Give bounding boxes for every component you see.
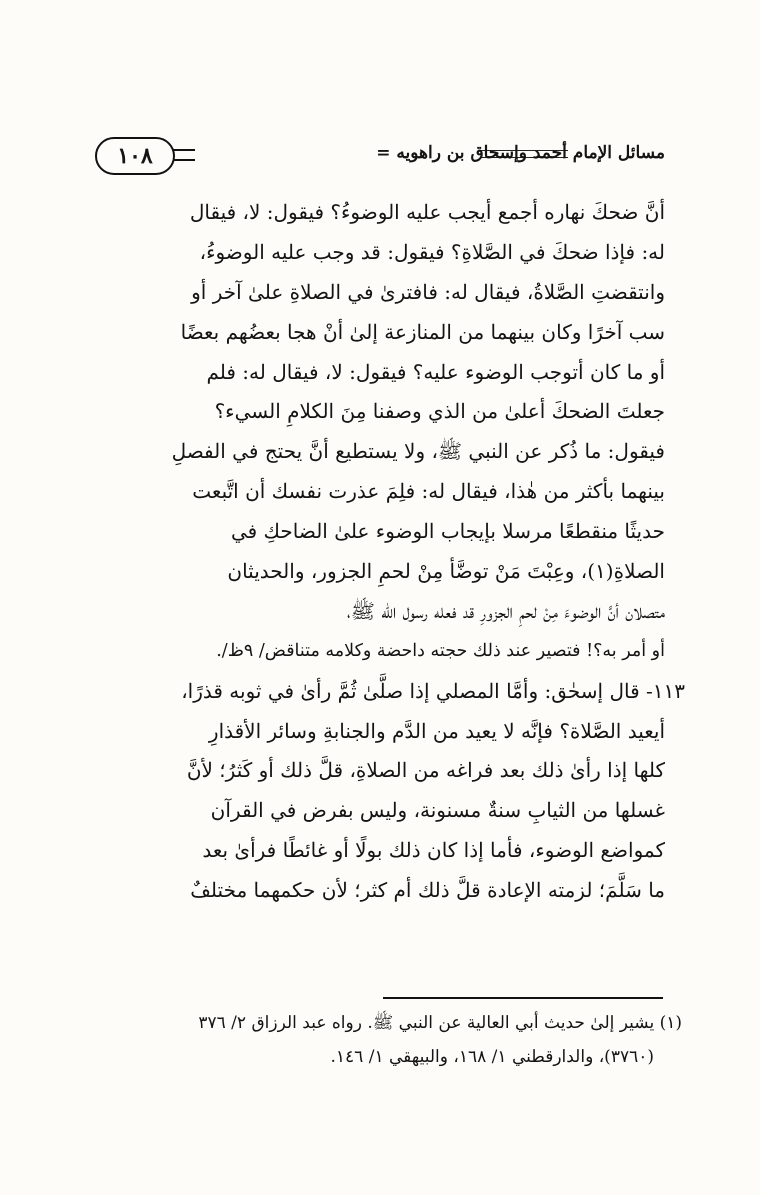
text-line: وانتقضتِ الصَّلاةُ، فيقال له: فافترىٰ في الصلاةِ علىٰ آخر أو <box>191 279 665 304</box>
text-line: ما سَلَّمَ؛ لزمته الإعادة قلَّ ذلك أم كثر؛ لأن حكمهما مختلفٌ <box>190 878 665 903</box>
page-number: ١٠٨ <box>95 137 175 175</box>
text-line: سب آخرًا وكان بينهما من المنازعة إلىٰ أنْ هجا بعضُهم بعضًا <box>180 319 665 344</box>
text-line: له: فإذا ضحكَ في الصَّلاةِ؟ فيقول: قد وجب عليه الوضوءُ، <box>199 239 665 264</box>
footnote-separator <box>383 997 663 999</box>
text-line: أو أمر به؟! فتصير عند ذلك حجته داحضة وكلامه متناقض/ ٩ظ/. <box>216 640 665 661</box>
issue-number-line: ١١٣- قال إسحٰق: وأمَّا المصلي إذا صلَّىٰ ثُمَّ رأىٰ في ثوبه قذرًا، <box>181 678 685 703</box>
text-line: أيعيد الصَّلاة؟ فإنَّه لا يعيد من الدَّم والجنابةِ وسائر الأقذارِ <box>208 718 665 743</box>
footnote-line: (١) يشير إلىٰ حديث أبي العالية عن النبي ﷺ. رواه عبد الرزاق ٢/ ٣٧٦ <box>198 1013 682 1033</box>
footnote-line: (٣٧٦٠)، والدارقطني ١/ ١٦٨، والبيهقي ١/ ١٤٦. <box>330 1047 654 1067</box>
text-line: الصلاةِ(١)، وعِبْتَ مَنْ توضَّأ مِنْ لحمِ الجزور، والحديثان <box>227 559 665 584</box>
text-line: جعلتَ الضحكَ أعلىٰ من الذي وصفنا مِنَ الكلامِ السيء؟ <box>214 399 665 424</box>
running-header <box>95 137 665 177</box>
book-title: مسائل الإمام أحمد وإسحاق بن راهويه = <box>376 143 665 163</box>
text-line: بينهما بأكثر من هٰذا، فيقال له: فلِمَ عذرت نفسك أن اتَّبعت <box>192 479 665 504</box>
page-number-ornament <box>173 149 195 161</box>
text-line: كمواضع الوضوء، فأما إذا كان ذلك بولًا أو غائطًا فرأىٰ بعد <box>202 838 665 863</box>
text-line: أنَّ ضحكَ نهاره أجمع أيجب عليه الوضوءُ؟ فيقول: لا، فيقال <box>189 200 665 224</box>
main-text <box>90 193 685 911</box>
text-line: غسلها من الثيابِ سنةٌ مسنونة، وليس بفرض في القرآن <box>210 798 665 823</box>
text-line: فيقول: ما ذُكر عن النبي ﷺ، ولا يستطيع أنَّ يحتج في الفصلِ <box>171 439 665 464</box>
text-line: أو ما كان أتوجب الوضوء عليه؟ فيقول: لا، فيقال له: فلم <box>206 359 665 384</box>
text-line: كلها إذا رأىٰ ذلك بعد فراغه من الصلاةِ، قلَّ ذلك أو كَثرُ؛ لأنَّ <box>186 758 665 783</box>
text-line: متصلان أنَّ الوضوءَ مِنْ لحمِ الجزورِ قد فعله رسول الله ﷺ، <box>346 598 665 623</box>
text-line: حديثًا منقطعًا مرسلا بإيجاب الوضوء علىٰ الضاحكِ في <box>230 519 665 544</box>
footnotes <box>90 1006 682 1074</box>
